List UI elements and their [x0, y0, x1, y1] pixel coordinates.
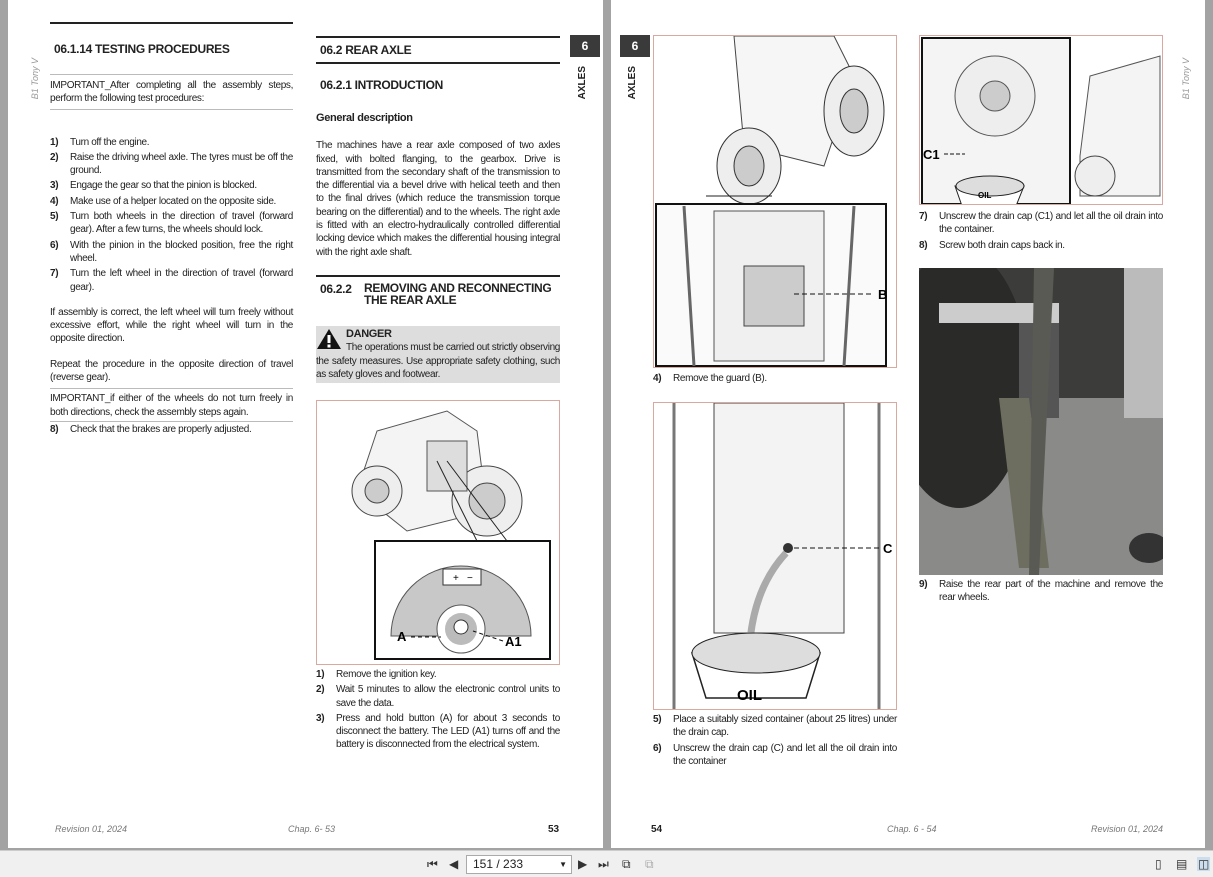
minus-label: −	[467, 573, 473, 584]
list-item: 6) Unscrew the drain cap (C) and let all the oil drain into the container	[653, 742, 897, 767]
label-a1: A1	[505, 634, 522, 649]
footer-revision: Revision 01, 2024	[1091, 824, 1164, 834]
section-title: 06.2 REAR AXLE	[320, 43, 412, 57]
subsection-number: 06.2.2	[320, 281, 352, 296]
general-description: The machines have a rear axle composed of two axles fixed, with bolted flanging, to the gearbox. Drive is transmitted from the secondary shaft of the transmission to the differential via a bevel drive with helical teeth and then to the final drives (which reduce the transmission torque bearing on the differential) and to the wheels. The right axle is fitted with an electro-hydraulically controlled differential locking device which makes the differential housing integral with the right axle shaft.	[316, 140, 560, 258]
viewer-toolbar	[0, 850, 1213, 877]
list-item: 9) Raise the rear part of the machine and remove the rear wheels.	[919, 579, 1163, 604]
continuous-view-icon[interactable]: ▤	[1176, 857, 1188, 871]
figure-drain-cap	[653, 402, 897, 710]
gearbox-illustration	[920, 36, 1163, 205]
two-page-view-icon[interactable]: ◫	[1198, 857, 1210, 871]
label-a: A	[397, 629, 407, 644]
list-item: 4) Remove the guard (B).	[653, 373, 767, 384]
photo-jack-under-tractor	[919, 268, 1163, 575]
single-page-view-icon[interactable]: ▯	[1155, 857, 1162, 871]
chapter-name: AXLES	[577, 66, 588, 100]
list-item: 1) Turn off the engine.	[50, 136, 150, 148]
side-label: B1 Tony V	[30, 58, 40, 100]
photo-illustration	[919, 268, 1163, 575]
next-page-icon[interactable]: ▶	[578, 857, 588, 871]
list-item: 4) Make use of a helper located on the opposite side.	[50, 195, 276, 207]
general-description-title: General description	[316, 112, 413, 124]
paragraph: Repeat the procedure in the opposite direction of travel (reverse gear).	[50, 358, 293, 384]
subsection-title: 06.2.1 INTRODUCTION	[320, 78, 443, 92]
page-number: 54	[651, 824, 663, 835]
page-indicator: 151 / 233	[473, 857, 524, 871]
heading-testing-procedures: 06.1.14 TESTING PROCEDURES	[54, 42, 230, 56]
right-page	[611, 0, 1205, 848]
page-selector[interactable]	[466, 855, 572, 874]
label-c: C	[883, 541, 893, 556]
list-item: 1) Remove the ignition key.	[316, 669, 437, 680]
previous-page-icon[interactable]: ◀	[449, 857, 459, 871]
rotate-pages-icon[interactable]: ⧉	[622, 857, 631, 871]
chapter-tab: 6	[620, 35, 650, 57]
tractor-battery-illustration	[317, 401, 560, 665]
paragraph: If assembly is correct, the left wheel will turn freely without excessive effort, while the right wheel will turn in the opposite direction.	[50, 306, 293, 345]
list-item: 2) Raise the driving wheel axle. The tyres must be off the ground.	[50, 151, 293, 177]
page-number: 53	[548, 824, 560, 835]
plus-label: +	[453, 573, 459, 584]
tractor-guard-illustration	[654, 36, 897, 368]
last-page-icon[interactable]: ⏭	[598, 857, 609, 871]
footer-revision: Revision 01, 2024	[55, 824, 128, 834]
danger-box	[316, 326, 560, 383]
dropdown-icon: ▼	[559, 860, 567, 869]
list-item: 7) Turn the left wheel in the direction of travel (forward gear).	[50, 268, 293, 293]
copy-pages-icon[interactable]: ⧉	[645, 857, 654, 871]
list-item: 5) Turn both wheels in the direction of travel (forward gear). After a few turns, the wheels should lock.	[50, 211, 293, 236]
danger-text: The operations must be carried out strictly observing the safety measures. Use appropriate safety clothing, such as safety gloves and footwear.	[316, 342, 560, 380]
danger-title: DANGER	[346, 327, 392, 340]
subsection-title: REMOVING AND RECONNECTING THE REAR AXLE	[364, 280, 552, 307]
footer-chapter: Chap. 6- 53	[288, 824, 336, 834]
figure-battery-switch	[316, 400, 560, 665]
figure-drain-cap-c1	[919, 35, 1163, 205]
chapter-tab: 6	[570, 35, 600, 57]
side-label: B1 Tony V	[1181, 58, 1191, 100]
chapter-name: AXLES	[627, 66, 638, 100]
list-item: 2) Wait 5 minutes to allow the electronic control units to save the data.	[316, 684, 560, 709]
list-item: 3) Engage the gear so that the pinion is blocked.	[50, 180, 257, 192]
list-item: 7) Unscrew the drain cap (C1) and let all the oil drain into the container.	[919, 211, 1163, 236]
left-page	[8, 0, 603, 848]
label-oil: OIL	[978, 191, 992, 200]
important-note: IMPORTANT_After completing all the assembly steps, perform the following test procedures:	[50, 80, 293, 105]
list-item: 8) Screw both drain caps back in.	[919, 239, 1065, 251]
drain-illustration	[654, 403, 897, 710]
label-oil: OIL	[737, 687, 762, 704]
figure-guard	[653, 35, 897, 368]
list-item: 6) With the pinion in the blocked position, free the right wheel.	[50, 239, 293, 264]
first-page-icon[interactable]: ⏮	[427, 857, 438, 871]
list-item: 5) Place a suitably sized container (about 25 litres) under the drain cap.	[653, 714, 897, 739]
label-b: B	[878, 287, 888, 302]
warning-icon	[316, 328, 342, 350]
important-note: IMPORTANT_if either of the wheels do not turn freely in both directions, check the assembly steps again.	[50, 393, 293, 418]
list-item: 8) Check that the brakes are properly adjusted.	[50, 423, 252, 435]
footer-chapter: Chap. 6 - 54	[887, 824, 937, 834]
list-item: 3) Press and hold button (A) for about 3 seconds to disconnect the battery. The LED (A1) turns off and the battery is disconnected from the electrical system.	[316, 712, 560, 751]
label-c1: C1	[923, 147, 940, 162]
